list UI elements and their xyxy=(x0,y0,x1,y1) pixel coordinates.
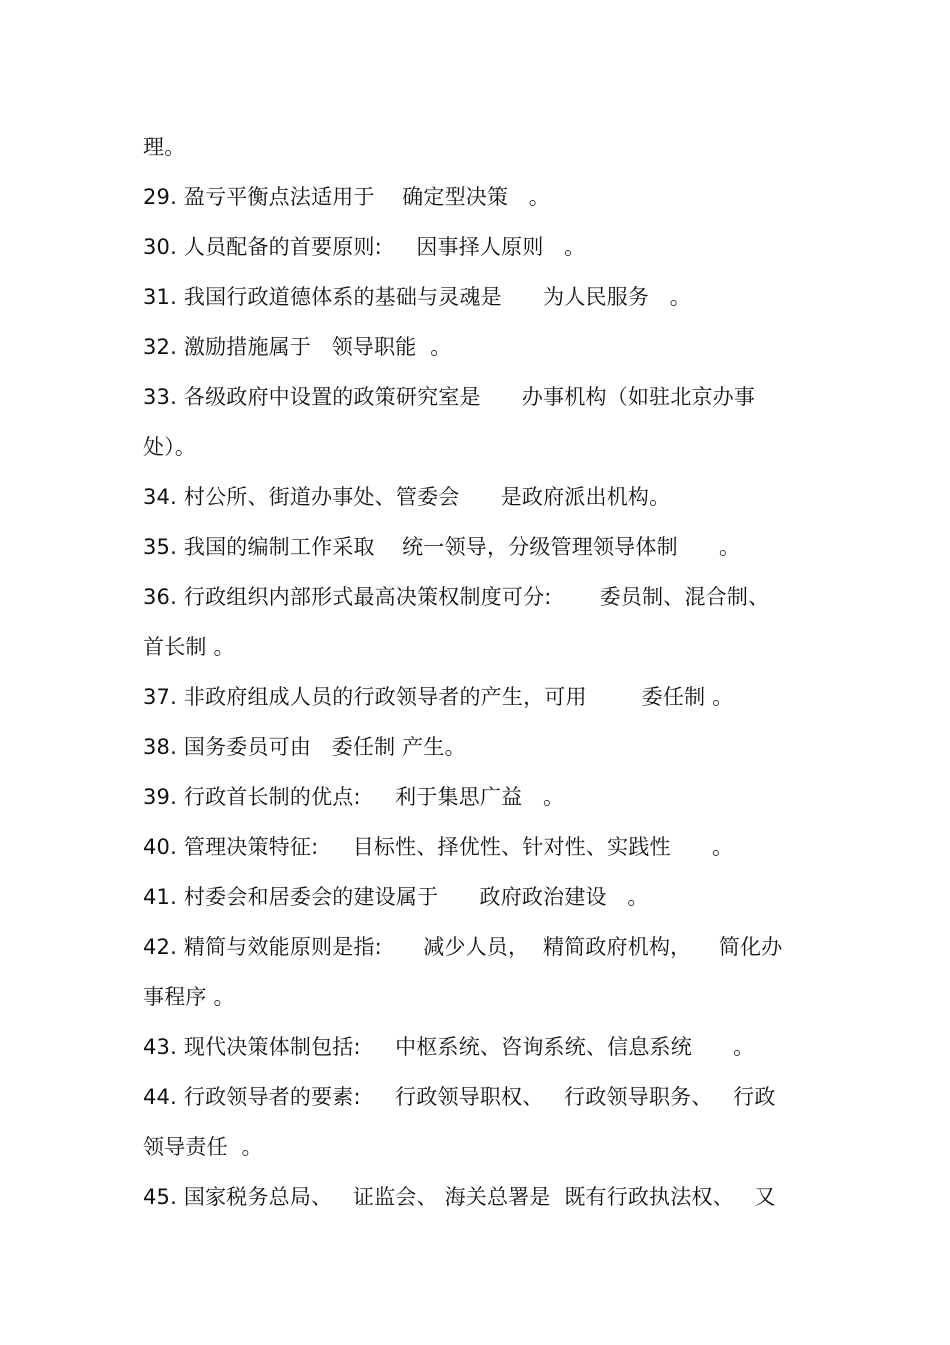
text-line: 34. 村公所、街道办事处、管委会 是政府派出机构。 xyxy=(143,485,671,509)
text-line: 处）。 xyxy=(143,435,197,459)
text-line: 事程序 。 xyxy=(143,985,235,1009)
text-line: 37. 非政府组成人员的行政领导者的产生，可用 委任制 。 xyxy=(143,685,734,709)
text-line: 40. 管理决策特征: 目标性、择优性、针对性、实践性 。 xyxy=(143,835,734,859)
text-line: 31. 我国行政道德体系的基础与灵魂是 为人民服务 。 xyxy=(143,285,691,309)
text-line: 领导责任 。 xyxy=(143,1135,263,1159)
text-line: 45. 国家税务总局、 证监会、 海关总署是 既有行政执法权、 又 xyxy=(143,1185,776,1209)
text-line: 41. 村委会和居委会的建设属于 政府政治建设 。 xyxy=(143,885,649,909)
text-line: 35. 我国的编制工作采取 统一领导，分级管理领导体制 。 xyxy=(143,535,741,559)
text-line: 理。 xyxy=(143,135,186,159)
text-line: 39. 行政首长制的优点: 利于集思广益 。 xyxy=(143,785,565,809)
text-line: 33. 各级政府中设置的政策研究室是 办事机构（如驻北京办事 xyxy=(143,385,756,409)
text-line: 32. 激励措施属于 领导职能 。 xyxy=(143,335,452,359)
text-line: 29. 盈亏平衡点法适用于 确定型决策 。 xyxy=(143,185,550,209)
text-line: 43. 现代决策体制包括: 中枢系统、咨询系统、信息系统 。 xyxy=(143,1035,755,1059)
text-line: 42. 精简与效能原则是指: 减少人员， 精简政府机构， 简化办 xyxy=(143,935,783,959)
text-line: 44. 行政领导者的要素: 行政领导职权、 行政领导职务、 行政 xyxy=(143,1085,776,1109)
text-line: 首长制 。 xyxy=(143,635,235,659)
text-line: 38. 国务委员可由 委任制 产生。 xyxy=(143,735,466,759)
text-line: 30. 人员配备的首要原则: 因事择人原则 。 xyxy=(143,235,586,259)
text-line: 36. 行政组织内部形式最高决策权制度可分: 委员制、混合制、 xyxy=(143,585,770,609)
